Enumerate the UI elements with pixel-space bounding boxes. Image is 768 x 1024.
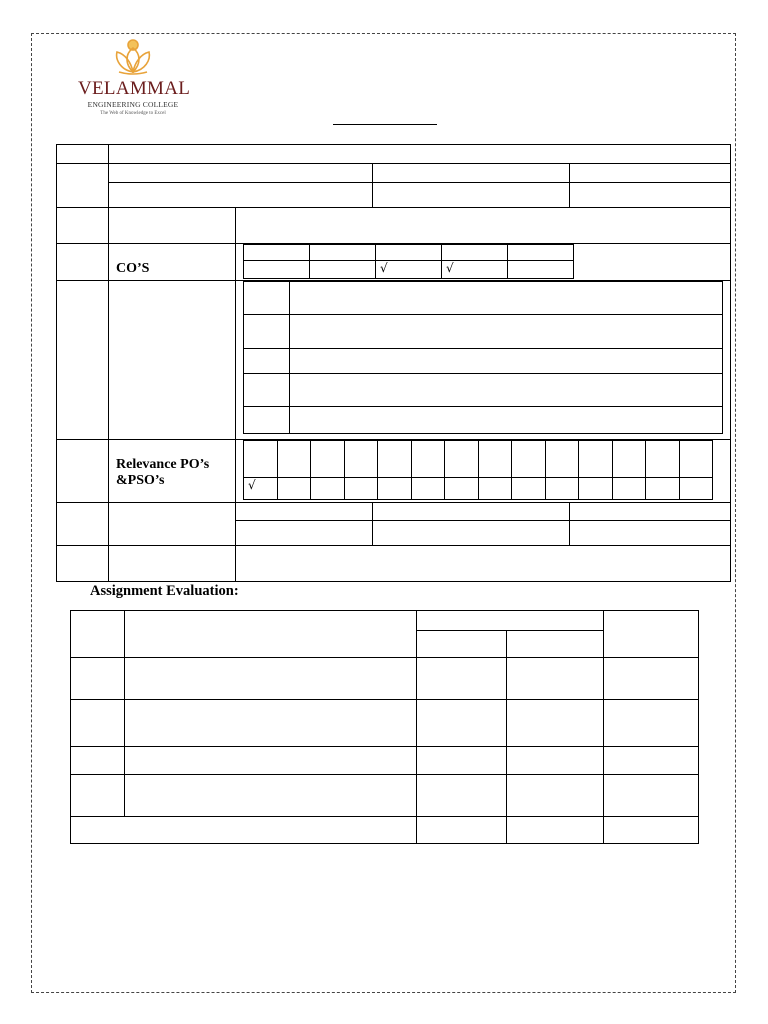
cell [411,441,445,478]
cell [507,658,604,700]
co-check [310,261,376,279]
cell [57,145,109,164]
cell [579,441,613,478]
cell [125,747,417,775]
cell [508,245,574,261]
cell [71,658,125,700]
logo-subtitle: ENGINEERING COLLEGE [87,100,179,109]
po-check [679,478,713,500]
questions-cell [236,281,731,440]
cell [378,441,412,478]
cell [417,611,604,631]
cell [244,315,290,349]
lotus-icon [111,36,155,76]
cell [57,244,109,281]
cos-label: CO’S [116,261,150,276]
cell [125,611,417,658]
questions-grid [243,281,723,434]
cell [125,775,417,817]
cell [570,503,731,521]
co-check [508,261,574,279]
cell [109,546,236,582]
cell [604,700,699,747]
po-check [512,478,546,500]
po-check [277,478,311,500]
cell [244,441,278,478]
cell [310,245,376,261]
cell [445,441,479,478]
relevance-grid-cell [236,440,731,503]
cell [57,546,109,582]
cell [570,164,731,183]
cell [570,521,731,546]
cell [507,817,604,844]
cell [109,208,236,244]
relevance-label-cell [109,440,236,503]
cell [244,245,310,261]
cell [71,747,125,775]
cell [57,281,109,440]
po-check [545,478,579,500]
po-check [646,478,680,500]
po-check [378,478,412,500]
cell [236,208,731,244]
assignment-evaluation-table [70,610,699,844]
cell [344,441,378,478]
cell [604,817,699,844]
po-check [445,478,479,500]
cell [236,521,373,546]
cell [125,700,417,747]
cell [442,245,508,261]
cell [417,747,507,775]
cell [125,658,417,700]
po-check: √ [244,478,278,500]
po-check [612,478,646,500]
cell [311,441,345,478]
assignment-details-table [56,144,731,582]
po-check [579,478,613,500]
cell [646,441,680,478]
cell [71,775,125,817]
cell [373,503,570,521]
cell [109,183,373,208]
cell [373,521,570,546]
cell [244,407,290,434]
cell [57,164,109,208]
cell [507,700,604,747]
cell [417,775,507,817]
cos-label-cell [109,244,236,281]
relevance-label-line-2: &PSO’s [116,473,165,488]
cell [290,407,723,434]
cell [417,700,507,747]
logo-tagline: The Web of Knowledge to Excel [100,111,166,116]
cell [604,747,699,775]
cell [71,817,417,844]
cell [57,503,109,546]
cell [376,245,442,261]
cos-grid-cell [236,244,731,281]
co-check: √ [376,261,442,279]
cell [290,349,723,374]
co-check [244,261,310,279]
cell [478,441,512,478]
cell [604,611,699,658]
cell [244,349,290,374]
cell [604,658,699,700]
cell [277,441,311,478]
cell [512,441,546,478]
cell [236,546,731,582]
cell [545,441,579,478]
cell [373,183,570,208]
relevance-label-line-1: Relevance PO’s [116,457,210,472]
cell [604,775,699,817]
logo-name: VELAMMAL [78,78,191,99]
po-check [411,478,445,500]
cell [109,281,236,440]
cell [109,164,373,183]
po-check [478,478,512,500]
cell [679,441,713,478]
cos-grid [243,244,574,279]
cell [236,503,373,521]
po-check [311,478,345,500]
cell [290,374,723,407]
college-logo [78,36,191,116]
co-check: √ [442,261,508,279]
title-underline [333,124,437,125]
cell [417,631,507,658]
cell [71,700,125,747]
assignment-evaluation-title: Assignment Evaluation: [90,583,239,599]
po-check [344,478,378,500]
cell [244,374,290,407]
cell [507,631,604,658]
cell [57,208,109,244]
cell [417,658,507,700]
cell [417,817,507,844]
relevance-grid [243,440,713,500]
cell [71,611,125,658]
cell [507,747,604,775]
cell [290,282,723,315]
cell [570,183,731,208]
cell [109,145,731,164]
cell [612,441,646,478]
cell [57,440,109,503]
cell [109,503,236,546]
cell [507,775,604,817]
cell [373,164,570,183]
cell [290,315,723,349]
cell [244,282,290,315]
